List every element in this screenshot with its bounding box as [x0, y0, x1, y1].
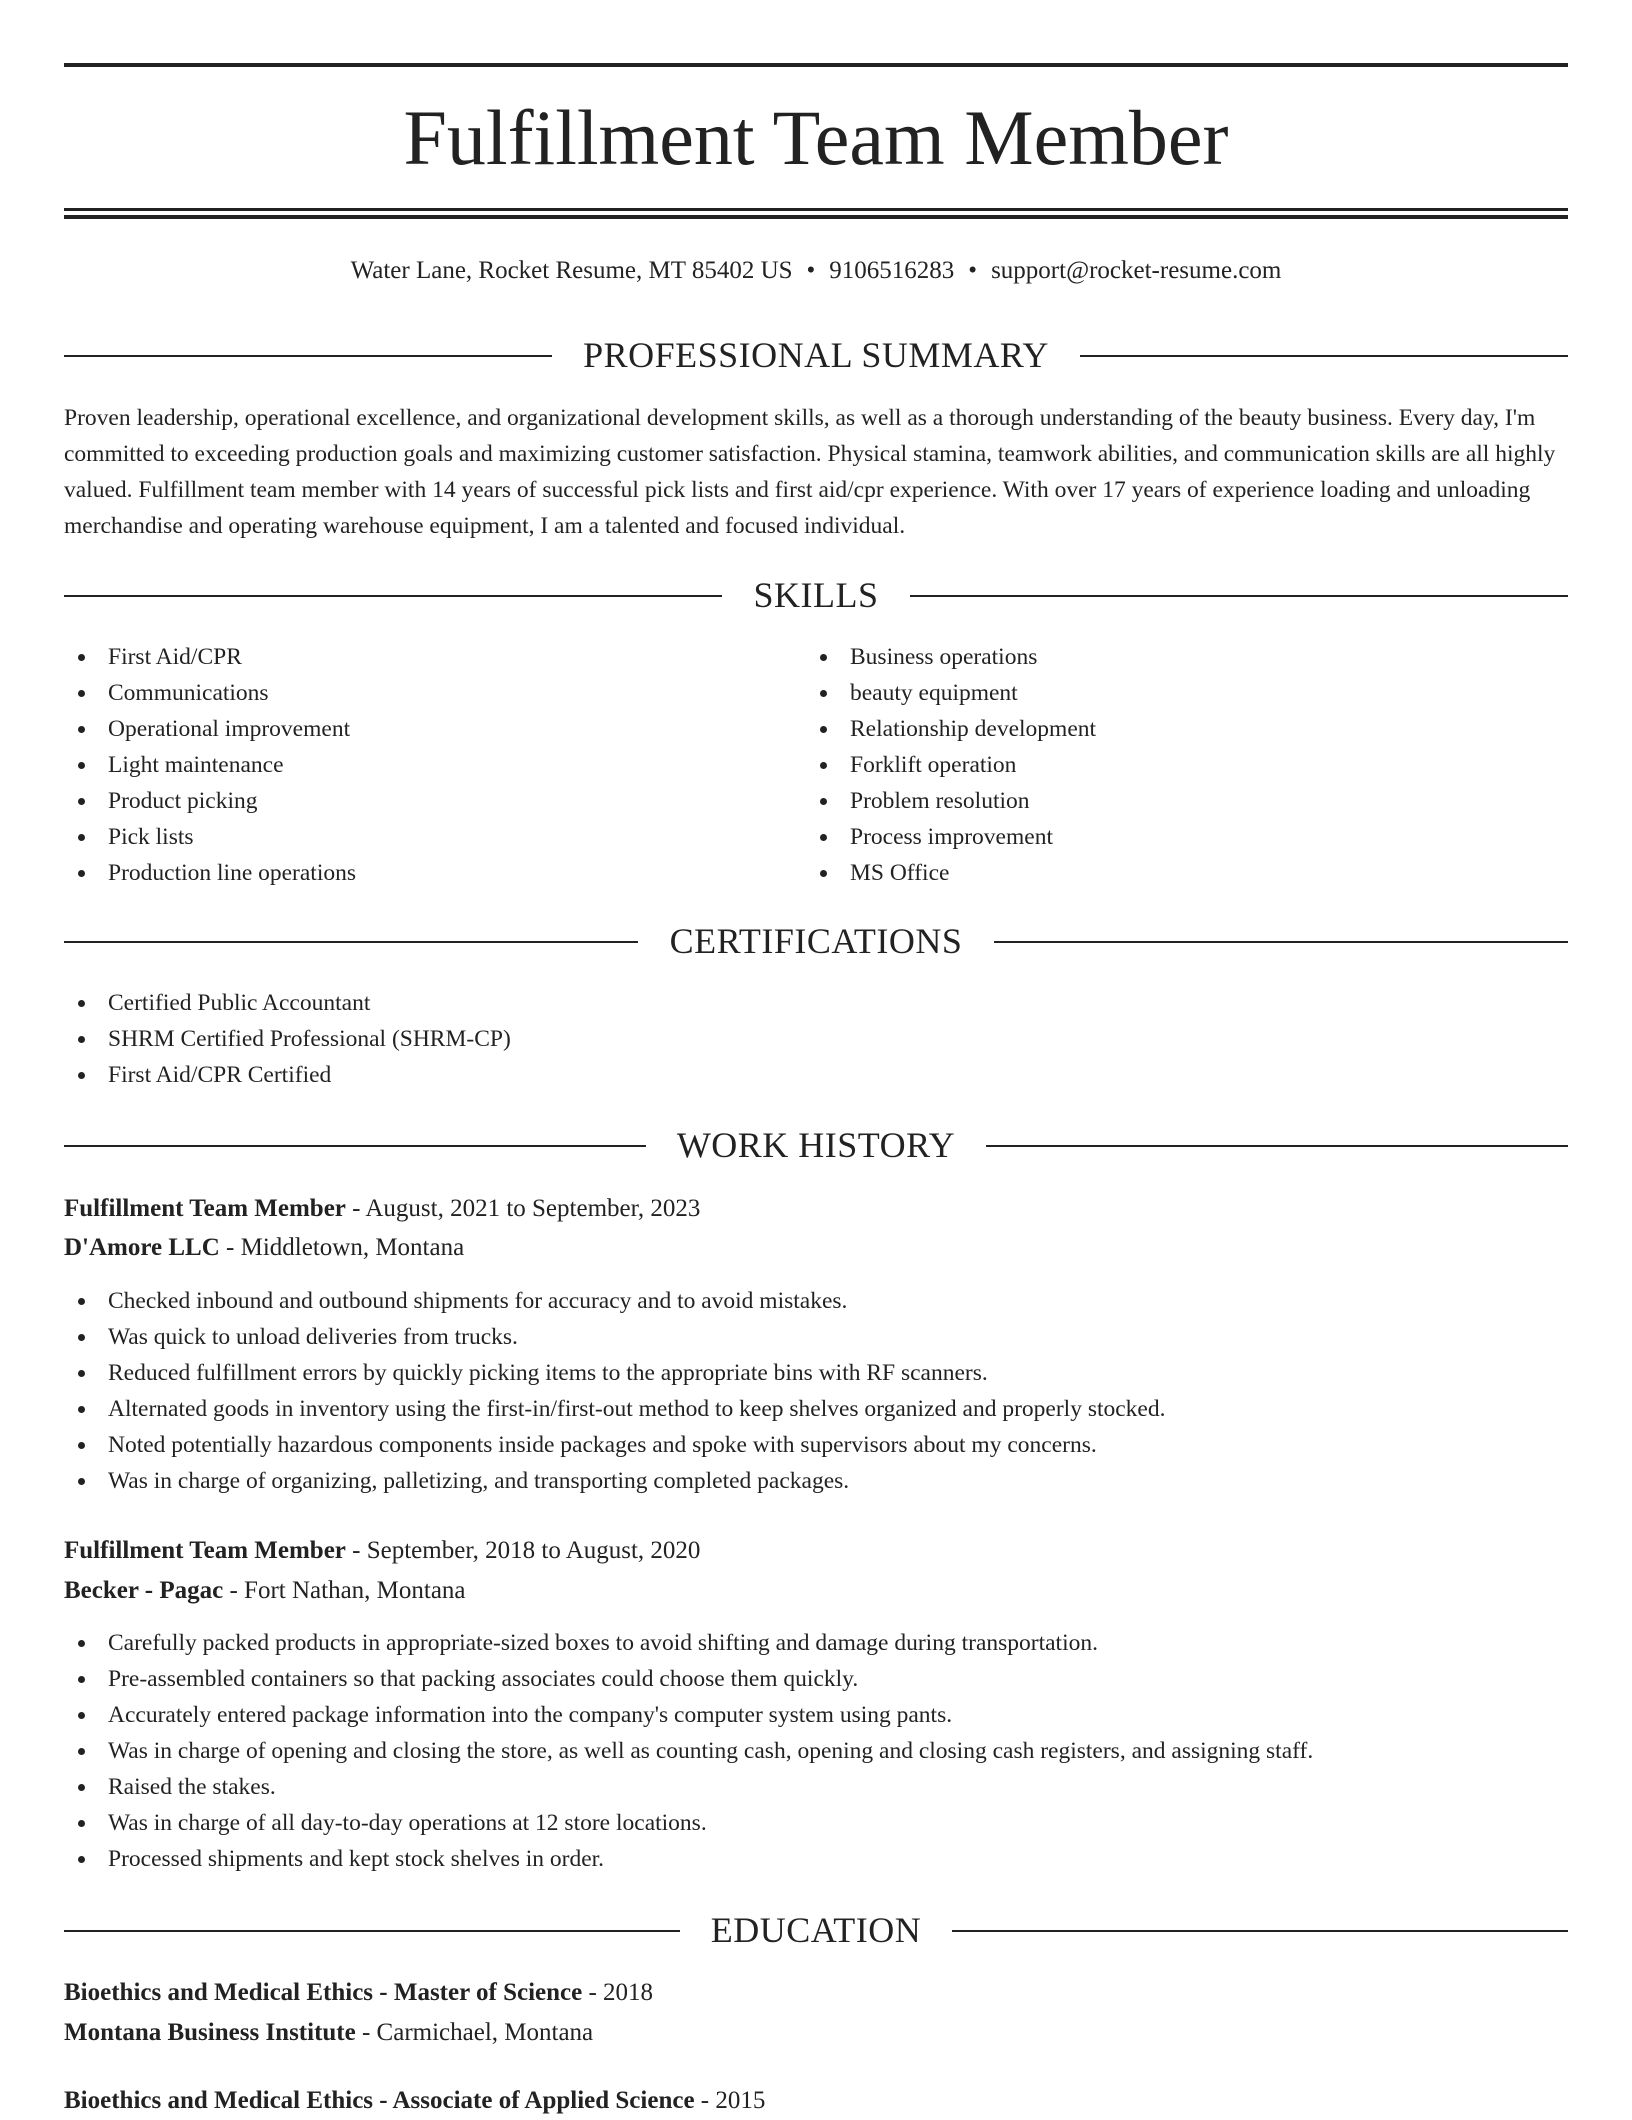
bullet-icon [78, 1334, 85, 1341]
certifications-list [64, 985, 1568, 1093]
job-duty-item [64, 1805, 1568, 1841]
job-company-line [64, 1229, 1568, 1267]
header-top-rule [64, 63, 1568, 67]
job-duty-item [64, 1661, 1568, 1697]
certification-label: Certified Public Accountant [108, 990, 371, 1016]
contact-line [64, 253, 1568, 289]
skill-label: Operational improvement [108, 716, 351, 742]
job-duty-item [64, 1769, 1568, 1805]
section-header-summary [64, 330, 1568, 380]
section-header-certifications [64, 916, 1568, 966]
skills-list-left [64, 639, 764, 891]
bullet-icon [78, 690, 85, 697]
summary-text: Proven leadership, operational excellence, and organizational development skills, as well as a thorough understanding of the beauty business. Every day, I'm committed to exceeding production goals and maximizing customer satisfaction. Physical stamina, teamwork abilities, and communication skills are all highly valued. Fulfillment team member with 14 years of successful pick lists and first aid/cpr experience. With over 17 years of experience loading and unloading merchandise and operating warehouse equipment, I am a talented and focused individual. [64, 405, 1556, 539]
section-title-skills: SKILLS [753, 575, 879, 615]
skill-label: Light maintenance [108, 752, 284, 778]
bullet-icon [820, 834, 827, 841]
bullet-icon [78, 1036, 85, 1043]
skill-label: Communications [108, 680, 269, 706]
education-school: Montana Business Institute [64, 2019, 356, 2046]
education-degree: Bioethics and Medical Ethics - Master of Science [64, 1979, 583, 2006]
contact-email: support@rocket-resume.com [991, 257, 1282, 284]
contact-address: Water Lane, Rocket Resume, MT 85402 US [350, 257, 793, 284]
bullet-icon [78, 1478, 85, 1485]
job-duty-item [64, 1427, 1568, 1463]
job-duty-item [64, 1841, 1568, 1877]
skill-label: MS Office [850, 860, 950, 886]
header-rule-lower [64, 215, 1568, 219]
section-header-work-history [64, 1120, 1568, 1170]
skill-item [806, 747, 1506, 783]
bullet-icon [78, 1640, 85, 1647]
skill-item [806, 819, 1506, 855]
bullet-icon [78, 1856, 85, 1863]
job-company: D'Amore LLC [64, 1234, 220, 1261]
job-duty-text: Noted potentially hazardous components inside packages and spoke with supervisors about my concerns. [108, 1432, 1097, 1458]
bullet-icon [78, 726, 85, 733]
section-header-education [64, 1905, 1568, 1955]
job-title: Fulfillment Team Member [64, 1195, 346, 1222]
bullet-icon [78, 1820, 85, 1827]
education-degree-line [64, 1974, 1568, 2012]
skill-item [64, 639, 764, 675]
job-duty-text: Was quick to unload deliveries from trucks. [108, 1324, 518, 1350]
bullet-icon [78, 1000, 85, 1007]
education-location: - Carmichael, Montana [355, 2019, 594, 2046]
job-duty-item [64, 1733, 1568, 1769]
job-duty-text: Was in charge of organizing, palletizing, and transporting completed packages. [108, 1468, 850, 1494]
skill-item [806, 639, 1506, 675]
education-school-line [64, 2014, 1568, 2052]
bullet-icon [78, 1676, 85, 1683]
job-duty-item [64, 1625, 1568, 1661]
education-year: - 2015 [694, 2087, 766, 2114]
job-duty-text: Pre-assembled containers so that packing associates could choose them quickly. [108, 1666, 859, 1692]
bullet-icon [78, 870, 85, 877]
job-location: - Fort Nathan, Montana [223, 1577, 466, 1604]
job-duty-text: Alternated goods in inventory using the first-in/first-out method to keep shelves organized and properly stocked. [108, 1396, 1166, 1422]
skill-item [64, 783, 764, 819]
bullet-icon [78, 1784, 85, 1791]
bullet-icon [78, 1712, 85, 1719]
job-duty-text: Accurately entered package information into the company's computer system using pants. [108, 1702, 953, 1728]
skill-label: Forklift operation [850, 752, 1017, 778]
job-company: Becker - Pagac [64, 1577, 224, 1604]
bullet-icon [78, 1298, 85, 1305]
skill-label: Process improvement [850, 824, 1053, 850]
certification-item [64, 1057, 1568, 1093]
job-duty-item [64, 1355, 1568, 1391]
skill-item [806, 675, 1506, 711]
skills-list-right [806, 639, 1506, 891]
bullet-icon [78, 762, 85, 769]
skill-label: First Aid/CPR [108, 644, 242, 670]
education-year: - 2018 [582, 1979, 654, 2006]
resume-title: Fulfillment Team Member [403, 94, 1229, 181]
job-duties-list [64, 1625, 1568, 1877]
job-title-line [64, 1532, 1568, 1570]
education-degree-line [64, 2082, 1568, 2120]
section-title-summary: PROFESSIONAL SUMMARY [583, 335, 1049, 375]
skill-item [806, 783, 1506, 819]
skill-label: Pick lists [108, 824, 194, 850]
skill-label: Problem resolution [850, 788, 1030, 814]
section-header-skills [64, 570, 1568, 620]
certification-item [64, 1021, 1568, 1057]
job-dates: - August, 2021 to September, 2023 [345, 1195, 701, 1222]
job-duty-item [64, 1283, 1568, 1319]
job-duty-text: Checked inbound and outbound shipments for accuracy and to avoid mistakes. [108, 1288, 848, 1314]
skill-item [806, 855, 1506, 891]
bullet-icon [820, 726, 827, 733]
skill-item [806, 711, 1506, 747]
contact-phone: 9106516283 [829, 257, 955, 284]
certification-label: First Aid/CPR Certified [108, 1062, 332, 1088]
bullet-icon [78, 654, 85, 661]
bullet-icon [78, 1072, 85, 1079]
job-duty-text: Raised the stakes. [108, 1774, 276, 1800]
skill-label: Business operations [850, 644, 1038, 670]
bullet-icon [820, 690, 827, 697]
job-duty-text: Was in charge of opening and closing the store, as well as counting cash, opening and closing cash registers, and assigning staff. [108, 1738, 1314, 1764]
skill-item [64, 711, 764, 747]
job-dates: - September, 2018 to August, 2020 [345, 1537, 701, 1564]
section-title-education: EDUCATION [710, 1910, 922, 1950]
job-duty-text: Reduced fulfillment errors by quickly picking items to the appropriate bins with RF scanners. [108, 1360, 988, 1386]
job-duty-item [64, 1463, 1568, 1499]
education-degree: Bioethics and Medical Ethics - Associate of Applied Science [64, 2087, 695, 2114]
job-duties-list [64, 1283, 1568, 1499]
skill-item [64, 747, 764, 783]
job-title-line [64, 1190, 1568, 1228]
skill-label: Production line operations [108, 860, 357, 886]
job-duty-item [64, 1697, 1568, 1733]
skill-item [64, 819, 764, 855]
job-title: Fulfillment Team Member [64, 1537, 346, 1564]
job-duty-text: Processed shipments and kept stock shelves in order. [108, 1846, 605, 1872]
section-title-certifications: CERTIFICATIONS [669, 921, 963, 961]
certification-label: SHRM Certified Professional (SHRM-CP) [108, 1026, 511, 1052]
certification-item [64, 985, 1568, 1021]
contact-separator: • [968, 257, 978, 284]
skill-label: Relationship development [850, 716, 1097, 742]
job-duty-item [64, 1391, 1568, 1427]
job-company-line [64, 1572, 1568, 1610]
job-duty-text: Was in charge of all day-to-day operations at 12 store locations. [108, 1810, 707, 1836]
bullet-icon [820, 798, 827, 805]
bullet-icon [820, 870, 827, 877]
bullet-icon [78, 1442, 85, 1449]
skill-item [64, 855, 764, 891]
bullet-icon [78, 1370, 85, 1377]
job-location: - Middletown, Montana [219, 1234, 465, 1261]
bullet-icon [78, 798, 85, 805]
bullet-icon [820, 654, 827, 661]
section-title-work-history: WORK HISTORY [676, 1125, 956, 1165]
skill-label: beauty equipment [850, 680, 1018, 706]
contact-separator: • [806, 257, 816, 284]
bullet-icon [78, 834, 85, 841]
skill-label: Product picking [108, 788, 258, 814]
header-rule-upper [64, 208, 1568, 211]
bullet-icon [820, 762, 827, 769]
bullet-icon [78, 1406, 85, 1413]
job-duty-item [64, 1319, 1568, 1355]
job-duty-text: Carefully packed products in appropriate-sized boxes to avoid shifting and damage during transportation. [108, 1630, 1098, 1656]
skill-item [64, 675, 764, 711]
bullet-icon [78, 1748, 85, 1755]
